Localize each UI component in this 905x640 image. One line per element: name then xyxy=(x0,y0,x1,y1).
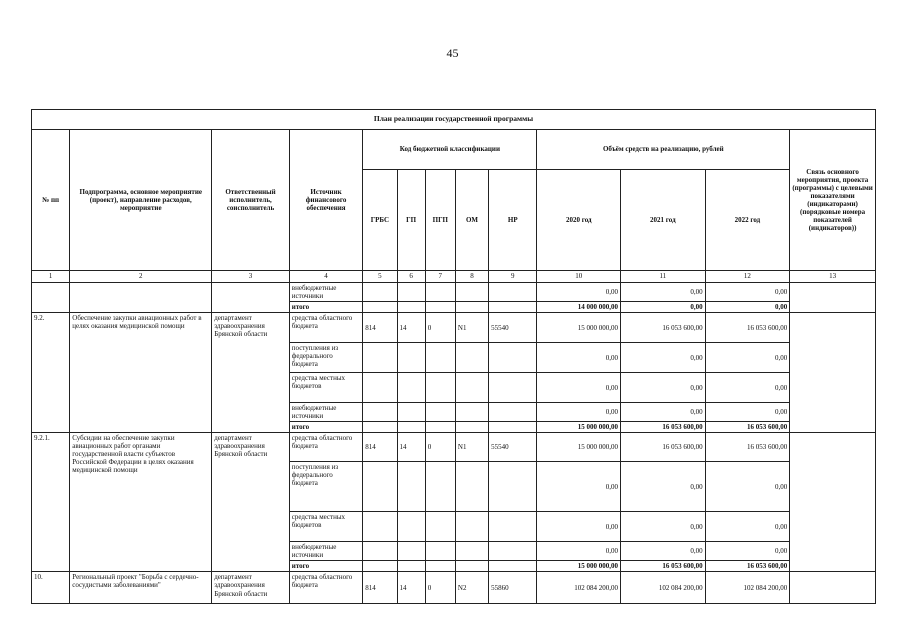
source-cell: внебюджетные источники xyxy=(289,542,363,561)
source-cell: средства областного бюджета xyxy=(289,572,363,604)
col-num: 3 xyxy=(212,271,290,283)
value-2021: 16 053 600,00 xyxy=(621,561,706,572)
value-2021: 0,00 xyxy=(621,343,706,373)
value-2020: 15 000 000,00 xyxy=(537,422,621,433)
row-number: 9.2.1. xyxy=(32,433,70,572)
value-2020: 0,00 xyxy=(537,343,621,373)
header-pgp: ПГП xyxy=(425,170,455,271)
header-source: Источник финансового обеспечения xyxy=(289,130,363,271)
header-np: НР xyxy=(489,170,537,271)
value-2020: 0,00 xyxy=(537,542,621,561)
header-2022: 2022 год xyxy=(705,170,790,271)
value-2020: 0,00 xyxy=(537,373,621,403)
value-2022: 0,00 xyxy=(705,302,790,313)
table-row xyxy=(32,433,876,462)
col-num: 7 xyxy=(425,271,455,283)
page-number: 45 xyxy=(446,46,459,60)
value-2022: 0,00 xyxy=(705,343,790,373)
col-num: 6 xyxy=(397,271,425,283)
header-2021: 2021 год xyxy=(621,170,706,271)
value-2021: 16 053 600,00 xyxy=(621,422,706,433)
value-2021: 16 053 600,00 xyxy=(621,433,706,462)
np-cell: 55540 xyxy=(489,313,537,343)
header-budget-code: Код бюджетной классификации xyxy=(363,130,537,170)
pgp-cell: 0 xyxy=(425,572,455,604)
source-cell: итого xyxy=(289,561,363,572)
row-number: 9.2. xyxy=(32,313,70,433)
executor-name: департамент здравоохранения Брянской области xyxy=(212,433,290,572)
value-2020: 15 000 000,00 xyxy=(537,313,621,343)
executor-name: департамент здравоохранения Брянской области xyxy=(212,313,290,433)
value-2022: 16 053 600,00 xyxy=(705,561,790,572)
gp-cell: 14 xyxy=(397,433,425,462)
source-cell: итого xyxy=(289,302,363,313)
gp-cell: 14 xyxy=(397,572,425,604)
value-2021: 0,00 xyxy=(621,403,706,422)
value-2022: 0,00 xyxy=(705,283,790,302)
source-cell: поступления из федерального бюджета xyxy=(289,462,363,512)
column-number-row xyxy=(32,271,876,283)
source-cell: средства областного бюджета xyxy=(289,433,363,462)
source-cell: итого xyxy=(289,422,363,433)
col-num: 4 xyxy=(289,271,363,283)
header-2020: 2020 год xyxy=(537,170,621,271)
grbs-cell: 814 xyxy=(363,433,397,462)
header-grbs: ГРБС xyxy=(363,170,397,271)
np-cell: 55860 xyxy=(489,572,537,604)
gp-cell: 14 xyxy=(397,313,425,343)
program-name: Обеспечение закупки авиационных работ в целях оказания медицинской помощи xyxy=(70,313,212,433)
program-plan-table xyxy=(31,109,876,604)
value-2020: 102 084 200,00 xyxy=(537,572,621,604)
value-2022: 16 053 600,00 xyxy=(705,313,790,343)
value-2021: 0,00 xyxy=(621,512,706,542)
table-title: План реализации государственной программы xyxy=(32,110,876,130)
value-2021: 0,00 xyxy=(621,373,706,403)
np-cell: 55540 xyxy=(489,433,537,462)
col-num: 9 xyxy=(489,271,537,283)
col-num: 12 xyxy=(705,271,790,283)
value-2020: 0,00 xyxy=(537,462,621,512)
header-program: Подпрограмма, основное мероприятие (проект), направление расходов, мероприятие xyxy=(70,130,212,271)
om-cell: N2 xyxy=(455,572,488,604)
value-2022: 0,00 xyxy=(705,373,790,403)
header-executor: Ответственный исполнитель, соисполнитель xyxy=(212,130,290,271)
program-name: Субсидии на обеспечение закупки авиационных работ органами государственной власти субъектов Российской Федерации в целях оказания медицинской помощи xyxy=(70,433,212,572)
value-2022: 0,00 xyxy=(705,512,790,542)
table-row xyxy=(32,572,876,604)
value-2020: 15 000 000,00 xyxy=(537,561,621,572)
om-cell: N1 xyxy=(455,313,488,343)
col-num: 2 xyxy=(70,271,212,283)
value-2022: 16 053 600,00 xyxy=(705,433,790,462)
header-num: № пп xyxy=(32,130,70,271)
col-num: 13 xyxy=(790,271,876,283)
value-2022: 0,00 xyxy=(705,462,790,512)
value-2021: 0,00 xyxy=(621,542,706,561)
value-2022: 16 053 600,00 xyxy=(705,422,790,433)
om-cell: N1 xyxy=(455,433,488,462)
table-row xyxy=(32,283,876,302)
value-2021: 102 084 200,00 xyxy=(621,572,706,604)
source-cell: внебюджетные источники xyxy=(289,403,363,422)
value-2022: 0,00 xyxy=(705,542,790,561)
source-cell: средства областного бюджета xyxy=(289,313,363,343)
grbs-cell: 814 xyxy=(363,313,397,343)
source-cell: средства местных бюджетов xyxy=(289,512,363,542)
source-cell: средства местных бюджетов xyxy=(289,373,363,403)
pgp-cell: 0 xyxy=(425,313,455,343)
value-2021: 0,00 xyxy=(621,302,706,313)
header-volume: Объём средств на реализацию, рублей xyxy=(537,130,790,170)
source-cell: поступления из федерального бюджета xyxy=(289,343,363,373)
value-2020: 0,00 xyxy=(537,512,621,542)
col-num: 5 xyxy=(363,271,397,283)
col-num: 8 xyxy=(455,271,488,283)
grbs-cell: 814 xyxy=(363,572,397,604)
value-2020: 0,00 xyxy=(537,403,621,422)
program-name: Региональный проект "Борьба с сердечно-сосудистыми заболеваниями" xyxy=(70,572,212,604)
value-2021: 0,00 xyxy=(621,283,706,302)
col-num: 11 xyxy=(621,271,706,283)
source-cell: внебюджетные источники xyxy=(289,283,363,302)
value-2020: 15 000 000,00 xyxy=(537,433,621,462)
pgp-cell: 0 xyxy=(425,433,455,462)
executor-name: департамент здравоохранения Брянской области xyxy=(212,572,290,604)
header-indicator-link: Связь основного мероприятия, проекта (программы) с целевыми показателями (индикаторами) (порядковые номера показателей (индикаторов)) xyxy=(790,130,876,271)
col-num: 1 xyxy=(32,271,70,283)
value-2021: 16 053 600,00 xyxy=(621,313,706,343)
value-2021: 0,00 xyxy=(621,462,706,512)
header-gp: ГП xyxy=(397,170,425,271)
row-number: 10. xyxy=(32,572,70,604)
table-row xyxy=(32,313,876,343)
value-2022: 102 084 200,00 xyxy=(705,572,790,604)
value-2020: 0,00 xyxy=(537,283,621,302)
header-om: ОМ xyxy=(455,170,488,271)
value-2022: 0,00 xyxy=(705,403,790,422)
col-num: 10 xyxy=(537,271,621,283)
value-2020: 14 000 000,00 xyxy=(537,302,621,313)
